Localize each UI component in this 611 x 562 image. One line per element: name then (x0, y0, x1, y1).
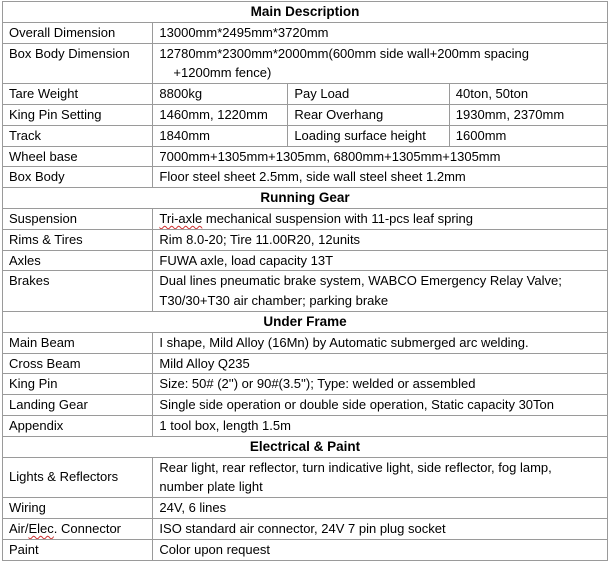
row-label: Lights & Reflectors (3, 457, 153, 498)
row-value: 13000mm*2495mm*3720mm (153, 22, 608, 43)
table-row (3, 167, 608, 188)
row-label-text: . Connector (53, 520, 121, 536)
row-value: 7000mm+1305mm+1305mm, 6800mm+1305mm+1305mm (153, 146, 608, 167)
row-label: Rims & Tires (3, 229, 153, 250)
row-value: 1460mm, 1220mm (153, 104, 288, 125)
row-label: Track (3, 125, 153, 146)
spellcheck-word: Tri-axle (159, 210, 203, 226)
row-value-line: number plate light (159, 479, 263, 495)
table-row (3, 43, 608, 84)
row-label: Axles (3, 250, 153, 271)
table-row (3, 457, 608, 498)
row-label: Appendix (3, 415, 153, 436)
row-value: I shape, Mild Alloy (16Mn) by Automatic submerged arc welding. (153, 332, 608, 353)
table-row (3, 84, 608, 105)
row-label: Rear Overhang (288, 104, 449, 125)
row-label: Landing Gear (3, 395, 153, 416)
table-row (3, 353, 608, 374)
section-running-gear: Running Gear (3, 188, 608, 209)
row-value: Size: 50# (2'') or 90#(3.5''); Type: welded or assembled (153, 374, 608, 395)
row-label: Wheel base (3, 146, 153, 167)
row-label: Paint (3, 539, 153, 560)
row-value-text: mechanical suspension with 11-pcs leaf spring (202, 210, 473, 226)
table-row (3, 539, 608, 560)
row-label (3, 518, 153, 539)
section-header-row (3, 311, 608, 332)
table-row (3, 125, 608, 146)
row-value: 8800kg (153, 84, 288, 105)
row-label: King Pin Setting (3, 104, 153, 125)
section-header-row (3, 2, 608, 23)
row-label: Tare Weight (3, 84, 153, 105)
table-row (3, 374, 608, 395)
section-electrical-paint: Electrical & Paint (3, 436, 608, 457)
table-row (3, 498, 608, 519)
table-row (3, 415, 608, 436)
table-row (3, 208, 608, 229)
row-value: Color upon request (153, 539, 608, 560)
row-value: Floor steel sheet 2.5mm, side wall steel sheet 1.2mm (153, 167, 608, 188)
row-value (153, 457, 608, 498)
table-row (3, 22, 608, 43)
spec-sheet (2, 1, 608, 561)
row-label: Cross Beam (3, 353, 153, 374)
section-header-row (3, 436, 608, 457)
row-label-text: Air/ (9, 520, 29, 536)
spellcheck-word: Elec (28, 520, 54, 536)
table-row (3, 271, 608, 312)
section-main-description: Main Description (3, 2, 608, 23)
section-under-frame: Under Frame (3, 311, 608, 332)
row-label: Overall Dimension (3, 22, 153, 43)
row-value (153, 208, 608, 229)
table-row (3, 229, 608, 250)
row-value (153, 271, 608, 312)
row-value: 40ton, 50ton (449, 84, 607, 105)
row-value: 24V, 6 lines (153, 498, 608, 519)
row-label: Pay Load (288, 84, 449, 105)
row-label: Brakes (3, 271, 153, 312)
row-value: 1 tool box, length 1.5m (153, 415, 608, 436)
spec-table (2, 1, 608, 561)
row-value (153, 43, 608, 84)
row-value-line: 12780mm*2300mm*2000mm(600mm side wall+200mm spacing (159, 45, 529, 61)
row-value: 1930mm, 2370mm (449, 104, 607, 125)
table-row (3, 250, 608, 271)
row-value-line: Dual lines pneumatic brake system, WABCO Emergency Relay Valve; (159, 273, 562, 289)
row-value: Single side operation or double side operation, Static capacity 30Ton (153, 395, 608, 416)
row-label: King Pin (3, 374, 153, 395)
row-value: Mild Alloy Q235 (153, 353, 608, 374)
table-row (3, 395, 608, 416)
row-label: Box Body Dimension (3, 43, 153, 84)
row-label: Main Beam (3, 332, 153, 353)
row-value: 1840mm (153, 125, 288, 146)
row-label: Suspension (3, 208, 153, 229)
table-row (3, 518, 608, 539)
row-label: Loading surface height (288, 125, 449, 146)
row-label: Box Body (3, 167, 153, 188)
table-row (3, 146, 608, 167)
row-value-line: T30/30+T30 air chamber; parking brake (159, 293, 389, 309)
table-row (3, 332, 608, 353)
row-value: Rim 8.0-20; Tire 11.00R20, 12units (153, 229, 608, 250)
row-label: Wiring (3, 498, 153, 519)
row-value-line: +1200mm fence) (173, 65, 272, 81)
row-value: 1600mm (449, 125, 607, 146)
row-value: ISO standard air connector, 24V 7 pin plug socket (153, 518, 608, 539)
row-value: FUWA axle, load capacity 13T (153, 250, 608, 271)
row-value-line: Rear light, rear reflector, turn indicative light, side reflector, fog lamp, (159, 459, 552, 475)
table-row (3, 104, 608, 125)
section-header-row (3, 188, 608, 209)
